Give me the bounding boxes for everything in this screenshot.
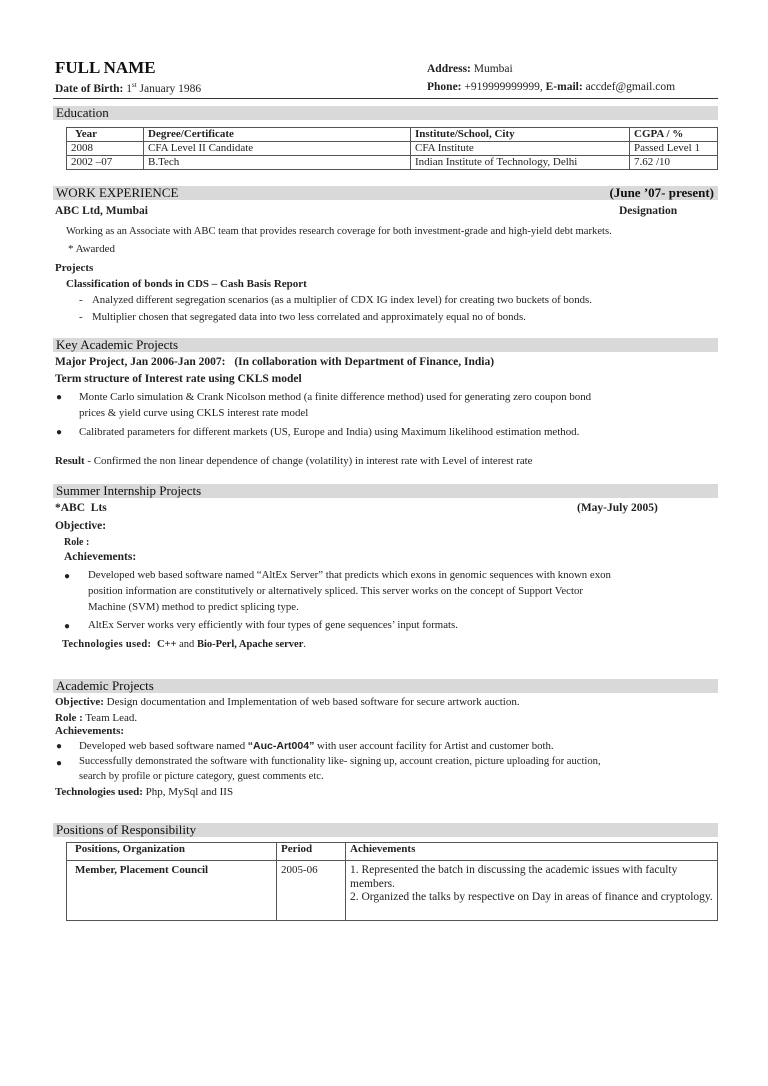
table-cell: 2002 –07 [67, 156, 144, 170]
bullet-icon: ● [56, 392, 63, 403]
email-label: E-mail: [545, 81, 583, 93]
academic-bullet-line: Calibrated parameters for different markets (US, Europe and India) using Maximum likelihood estimation method. [79, 426, 580, 438]
contact [427, 81, 675, 93]
project-point: Multiplier chosen that segregated data into two less correlated and approximately equal no of bonds. [92, 311, 526, 323]
key-academic-section-bar [53, 338, 718, 352]
period-cell: 2005-06 [277, 861, 346, 921]
summer-period: (May-July 2005) [577, 502, 658, 514]
result-text: - Confirmed the non linear dependence of change (volatility) in interest rate with Level of interest rate [84, 455, 533, 467]
phone-label: Phone: [427, 81, 462, 93]
bullet1-pre: Developed web based software named [79, 740, 248, 752]
header-divider [53, 98, 718, 99]
dob-suffix: st [131, 81, 137, 89]
academic-title: Academic Projects [56, 678, 154, 693]
dash-bullet: - [79, 311, 83, 323]
address [427, 63, 513, 75]
work-designation: Designation [619, 205, 678, 217]
table-cell: 7.62 /10 [630, 156, 718, 170]
academic-achievements-label: Achievements: [55, 725, 125, 737]
objective-label: Objective: [55, 696, 104, 708]
positions-table [66, 842, 718, 921]
table-cell: Indian Institute of Technology, Delhi [411, 156, 630, 170]
summer-bullet-line: AltEx Server works very efficiently with four types of gene sequences’ input formats. [88, 619, 458, 631]
role-text: Team Lead. [82, 712, 138, 724]
summer-bullet-line: Machine (SVM) method to predict splicing type. [88, 601, 299, 613]
table-header: Institute/School, City [411, 128, 630, 142]
table-row [67, 861, 718, 921]
major-project [55, 356, 494, 368]
bullet-icon: ● [64, 571, 71, 582]
work-section-bar [53, 186, 718, 200]
table-header-row [67, 843, 718, 861]
project-point: Analyzed different segregation scenarios (as a multiplier of CDX IG index level) for creating two buckets of bonds. [92, 294, 592, 306]
tech-label: Technologies used: [62, 639, 152, 650]
summer-section-bar [53, 484, 718, 498]
project-topic: Term structure of Interest rate using CKLS model [55, 373, 302, 385]
table-cell: 2008 [67, 142, 144, 156]
academic-bullet-line: Monte Carlo simulation & Crank Nicolson method (a finite difference method) used for generating zero coupon bond [79, 391, 592, 403]
achievement-item: 1. Represented the batch in discussing the academic issues with faculty members. [350, 864, 678, 890]
education-title: Education [56, 105, 109, 120]
summer-technologies [62, 639, 306, 650]
academic-bullet-line: Successfully demonstrated the software with functionality like- signing up, account creation, picture uploading for auction, [79, 756, 601, 767]
table-header: Degree/Certificate [144, 128, 411, 142]
table-row [67, 156, 718, 170]
full-name: FULL NAME [55, 58, 156, 77]
collaboration: (In collaboration with Department of Finance, India) [234, 356, 495, 368]
summer-title: Summer Internship Projects [56, 483, 202, 498]
dash-bullet: - [79, 294, 83, 306]
summer-bullet-line: Developed web based software named “AltEx Server” that predicts which exons in genomic sequences with known exon [88, 569, 611, 581]
tech-end: . [303, 639, 306, 650]
academic-tech-label: Technologies used: [55, 786, 143, 798]
education-section-bar [53, 106, 718, 120]
positions-section-bar [53, 823, 718, 837]
table-header: Year [67, 128, 144, 142]
tech-b: Bio-Perl, Apache server [196, 639, 304, 650]
academic-role [55, 712, 137, 724]
role-label: Role : [55, 712, 83, 724]
bullet-icon: ● [56, 427, 63, 438]
work-title: WORK EXPERIENCE [56, 185, 179, 200]
result [55, 455, 533, 467]
tech-and: and [176, 639, 197, 650]
achievement-item: 2. Organized the talks by respective on Day in areas of finance and cryptology. [350, 891, 713, 903]
bullet-icon: ● [64, 621, 71, 632]
dob-label: Date of Birth: [55, 82, 124, 95]
work-awarded: * Awarded [68, 243, 115, 255]
table-cell: B.Tech [144, 156, 411, 170]
dob-day: 1 [126, 82, 132, 95]
summer-role-label: Role : [64, 537, 90, 548]
table-cell: Passed Level 1 [630, 142, 718, 156]
work-company: ABC Ltd, Mumbai [55, 205, 148, 217]
academic-bullet [79, 740, 554, 752]
table-header: Achievements [346, 843, 718, 861]
summer-objective-label: Objective: [55, 520, 107, 532]
academic-objective [55, 696, 520, 708]
key-academic-title: Key Academic Projects [56, 337, 179, 352]
academic-tech: Php, MySql and IIS [142, 786, 234, 798]
project-title: Classification of bonds in CDS – Cash Basis Report [66, 278, 307, 290]
summer-achievements-label: Achievements: [64, 551, 137, 563]
major-project-label: Major Project, Jan 2006-Jan 2007: [55, 356, 226, 368]
table-header: Positions, Organization [67, 843, 277, 861]
bullet1-post: with user account facility for Artist and customer both. [314, 740, 554, 752]
achievements-cell [346, 861, 718, 921]
result-label: Result [55, 455, 85, 467]
tech-a: C++ [156, 639, 177, 650]
positions-title: Positions of Responsibility [56, 822, 197, 837]
summer-bullet-line: position information are constitutively or alternatively spliced. This server works on the concept of Support Vector [88, 585, 583, 597]
position-cell: Member, Placement Council [67, 861, 277, 921]
academic-bullet-line: search by profile or picture category, guest comments etc. [79, 771, 324, 782]
work-description: Working as an Associate with ABC team that provides research coverage for both investment-grade and high-yield debt markets. [66, 226, 612, 237]
table-header: CGPA / % [630, 128, 718, 142]
table-header-row [67, 128, 718, 142]
address-label: Address: [427, 63, 471, 75]
academic-section-bar [53, 679, 718, 693]
table-header: Period [277, 843, 346, 861]
table-cell: CFA Institute [411, 142, 630, 156]
academic-bullet-line: prices & yield curve using CKLS interest rate model [79, 407, 309, 419]
bullet-icon: ● [56, 758, 63, 769]
phone-value: +919999999999, [464, 81, 543, 93]
work-period: (June ’07- present) [609, 185, 714, 200]
dob-rest: January 1986 [139, 82, 202, 95]
bullet-icon: ● [56, 741, 63, 752]
table-cell: CFA Level II Candidate [144, 142, 411, 156]
table-row [67, 142, 718, 156]
date-of-birth [55, 81, 201, 95]
projects-label: Projects [55, 262, 94, 274]
academic-technologies [55, 786, 233, 798]
address-value: Mumbai [473, 63, 513, 75]
bullet1-bold: “Auc-Art004” [247, 740, 315, 752]
email-value: accdef@gmail.com [585, 81, 676, 93]
objective-text: Design documentation and Implementation of web based software for secure artwork auction. [103, 696, 520, 708]
education-table [66, 127, 718, 170]
summer-company: *ABC Lts [55, 502, 107, 514]
